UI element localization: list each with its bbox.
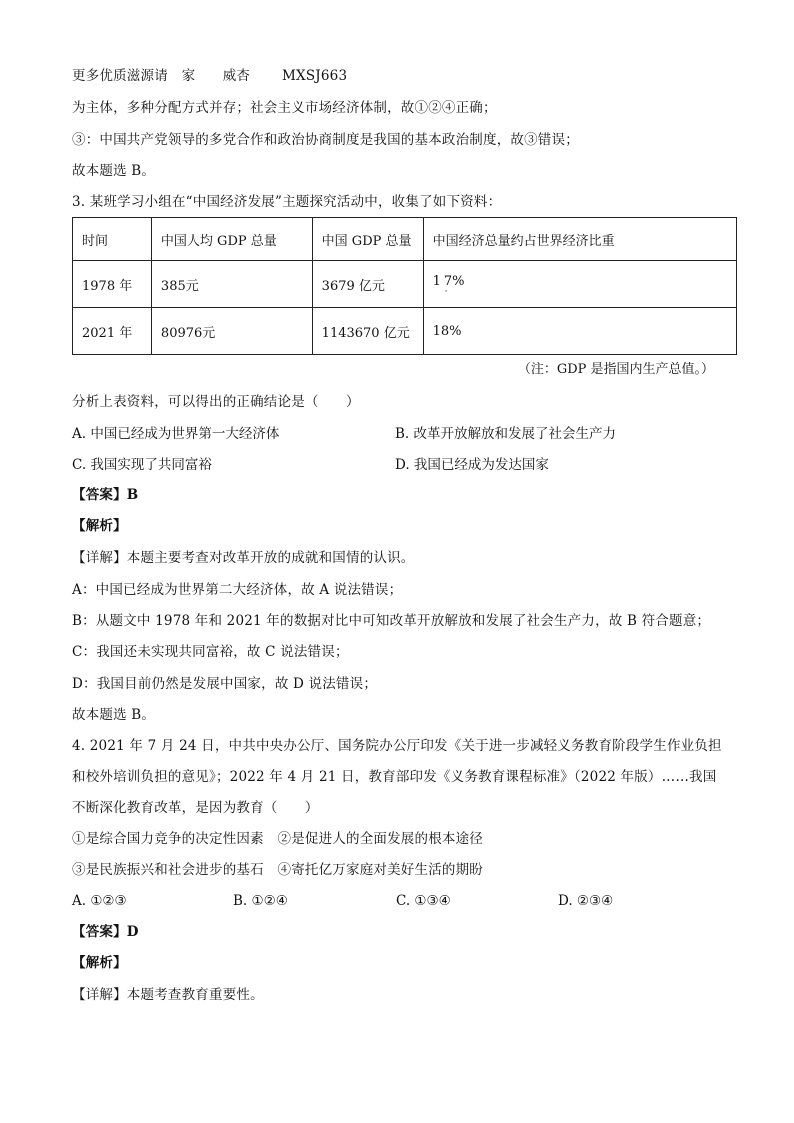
share-value: 1 7% bbox=[432, 273, 465, 289]
question-4-stem: 4. 2021 年 7 月 24 日，中共中央办公厅、国务院办公厅印发《关于进一步减轻义务教育阶段学生作业负担 bbox=[72, 738, 722, 754]
analysis-label: 【解析】 bbox=[72, 518, 127, 534]
question-3-stem: 分析上表资料，可以得出的正确结论是（ ） bbox=[72, 394, 360, 410]
table-header-row bbox=[73, 218, 737, 261]
text-line: 为主体，多种分配方式并存；社会主义市场经济体制，故①②④正确； bbox=[72, 100, 497, 116]
text-line: ③：中国共产党领导的多党合作和政治协商制度是我国的基本政治制度，故③错误； bbox=[72, 132, 579, 148]
table-row bbox=[73, 308, 737, 355]
option-d: D. 我国已经成为发达国家 bbox=[395, 457, 549, 473]
table-cell: 1143670 亿元 bbox=[312, 308, 423, 355]
table-header-cell: 中国 GDP 总量 bbox=[312, 218, 423, 261]
table-header-cell: 中国经济总量约占世界经济比重 bbox=[423, 218, 736, 261]
explain-line: A：中国已经成为世界第二大经济体，故 A 说法错误； bbox=[72, 582, 403, 598]
question-4-stem: 不断深化教育改革，是因为教育（ ） bbox=[72, 800, 319, 816]
detail-text: 【详解】本题考查教育重要性。 bbox=[72, 987, 264, 1003]
gdp-table bbox=[72, 217, 737, 355]
table-cell: 2021 年 bbox=[73, 308, 152, 355]
table-cell: 385元 bbox=[151, 261, 312, 308]
header-watermark: 更多优质滋源请 家 威杏 MXSJ663 bbox=[72, 68, 348, 84]
table-cell: 80976元 bbox=[151, 308, 312, 355]
detail-text: 【详解】本题主要考查对改革开放的成就和国情的认识。 bbox=[72, 550, 415, 566]
explain-line: D：我国目前仍然是发展中国家，故 D 说法错误； bbox=[72, 676, 378, 692]
explain-line: B：从题文中 1978 年和 2021 年的数据对比中可知改革开放解放和发展了社会生产力，故 B 符合题意； bbox=[72, 613, 711, 629]
answer-label: 【答案】D bbox=[72, 924, 139, 940]
option-a: A. 中国已经成为世界第一大经济体 bbox=[72, 426, 280, 442]
explain-line: C：我国还未实现共同富裕，故 C 说法错误； bbox=[72, 644, 349, 660]
table-header-cell: 中国人均 GDP 总量 bbox=[151, 218, 312, 261]
table-cell: 18% bbox=[423, 308, 736, 355]
option-b: B. 改革开放解放和发展了社会生产力 bbox=[395, 426, 617, 442]
question-4-items: ①是综合国力竞争的决定性因素 ②是促进人的全面发展的根本途径 bbox=[72, 831, 483, 847]
analysis-label: 【解析】 bbox=[72, 955, 127, 971]
explain-line: 故本题选 B。 bbox=[72, 707, 156, 723]
table-header-cell: 时间 bbox=[73, 218, 152, 261]
option-d: D. ②③④ bbox=[558, 893, 614, 909]
question-4-items: ③是民族振兴和社会进步的基石 ④寄托亿万家庭对美好生活的期盼 bbox=[72, 862, 483, 878]
answer-label: 【答案】B bbox=[72, 487, 139, 503]
question-4-stem: 和校外培训负担的意见》；2022 年 4 月 21 日，教育部印发《义务教育课程标准》（2022 年版）……我国 bbox=[72, 769, 717, 785]
table-note: （注：GDP 是指国内生产总值。） bbox=[517, 362, 714, 377]
table-cell: 1978 年 bbox=[73, 261, 152, 308]
option-b: B. ①②④ bbox=[233, 893, 288, 909]
question-3-intro: 3. 某班学习小组在“中国经济发展”主题探究活动中，收集了如下资料： bbox=[72, 194, 502, 210]
text-line: 故本题选 B。 bbox=[72, 163, 156, 179]
table-row bbox=[73, 261, 737, 308]
option-a: A. ①②③ bbox=[72, 893, 127, 909]
table-cell bbox=[423, 261, 736, 308]
option-c: C. ①③④ bbox=[396, 893, 451, 909]
decimal-dot: · bbox=[444, 286, 448, 297]
table-cell: 3679 亿元 bbox=[312, 261, 423, 308]
option-c: C. 我国实现了共同富裕 bbox=[72, 457, 212, 473]
